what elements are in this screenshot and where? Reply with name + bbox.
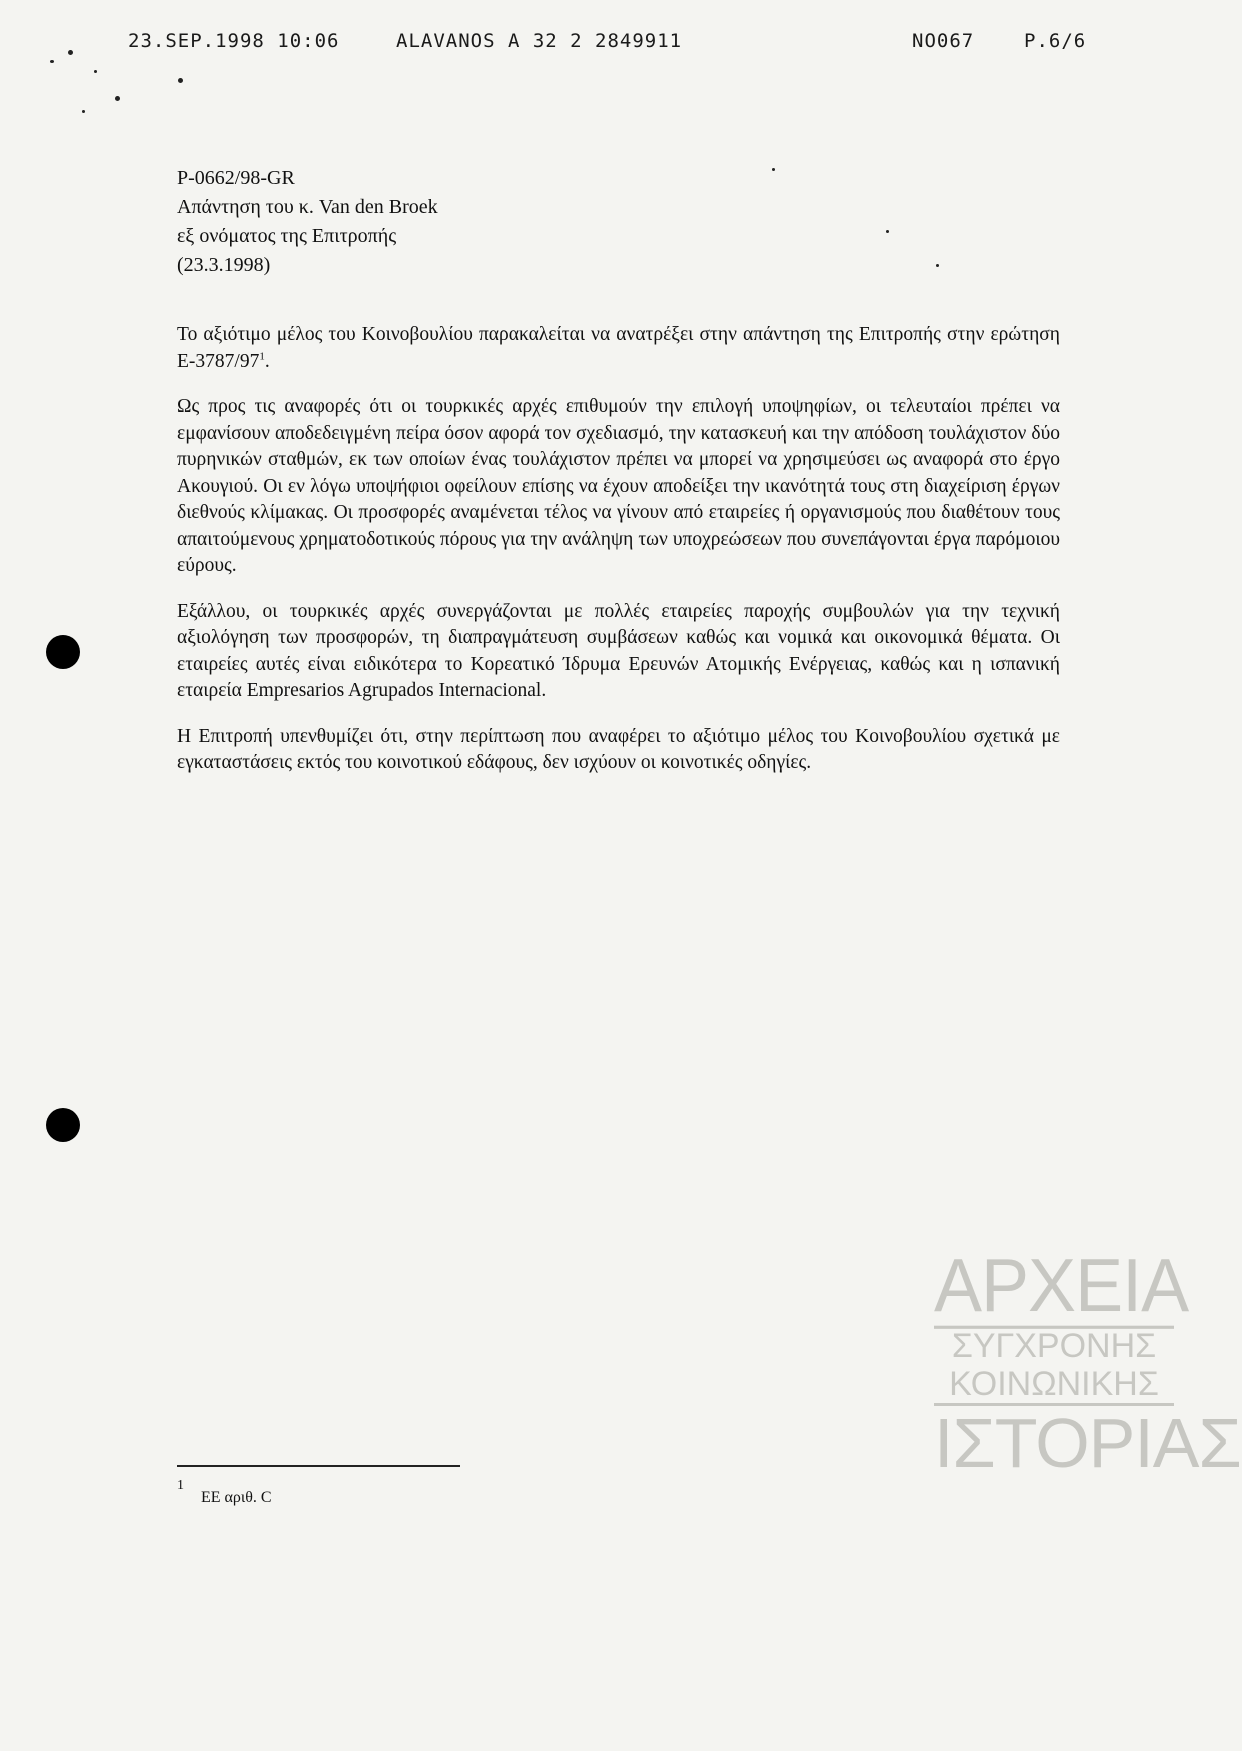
reference-block [177,164,438,280]
scan-speck [886,230,889,233]
fax-header [0,30,1242,60]
paragraph-1 [177,322,1060,375]
punch-hole-lower [46,1108,80,1142]
stamp-line-history: ΙΣΤΟΡΙΑΣ [934,1404,1241,1482]
archive-stamp-logo [934,1243,1241,1482]
footnote-reference: 1 [259,350,265,362]
footnote-text: ΕΕ αριθ. C [201,1489,272,1506]
paragraph-2: Ως προς τις αναφορές ότι οι τουρκικές αρχές επιθυμούν την επιλογή υποψηφίων, οι τελευταίοι πρέπει να εμφανίσουν αποδεδειγμένη πείρα όσον αφορά τον σχεδιασμό, την κατασκευή και την απόδοση τουλάχιστον δύο πυρηνικών σταθμών, εκ των οποίων ένας τουλάχιστον πρέπει να μπορεί να χρησιμεύσει ως αναφορά στο έργο Ακουγιού. Οι εν λόγω υποψήφιοι οφείλουν επίσης να έχουν αποδείξει την ικανότητά τους στη διαχείριση έργων διεθνούς κλίμακας. Οι προσφορές αναμένεται τέλος να γίνουν από εταιρείες ή οργανισμούς που διαθέτουν τους απαιτούμενους χρηματοδοτικούς πόρους για την ανάληψη των υποχρεώσεων που συνεπάγονται έργα παρόμοιου εύρους. [177,396,1060,576]
paragraph-4: Η Επιτροπή υπενθυμίζει ότι, στην περίπτωση που αναφέρει το αξιότιμο μέλος του Κοινοβουλίου σχετικά με εγκαταστάσεις εκτός του κοινοτικού εδάφους, δεν ισχύουν οι κοινοτικές οδηγίες. [177,725,1060,773]
scan-speck [94,70,97,73]
stamp-line-contemporary: ΣΥΓΧΡΟΝΗΣ [951,1327,1157,1365]
question-code: P-0662/98-GR [177,167,295,189]
fax-number: NO067 [912,30,975,52]
fax-date-time: 23.SEP.1998 10:06 [128,30,340,52]
scan-speck [50,60,54,63]
paragraph-1-end: . [264,350,270,372]
punch-hole-upper [46,635,80,669]
scan-speck [178,78,183,83]
paragraph-3: Εξάλλου, οι τουρκικές αρχές συνεργάζονται με πολλές εταιρείες παροχής συμβουλών για την τεχνική αξιολόγηση των προσφορών, τη διαπραγμάτευση συμβάσεων καθώς και νομικά και οικονομικά θέματα. Οι εταιρείες αυτές είναι ειδικότερα το Κορεατικό Ίδρυμα Ερευνών Ατομικής Ενέργειας, καθώς και η ισπανική εταιρεία Empresarios Agrupados Internacional. [177,600,1060,701]
scan-speck [68,50,73,55]
fax-page-count: P.6/6 [1024,30,1087,52]
scan-speck [115,96,120,101]
fax-sender: ALAVANOS A 32 2 2849911 [396,30,683,52]
scan-speck [936,264,939,267]
answer-body [177,322,1060,796]
footnote-divider [177,1465,460,1467]
on-behalf-line: εξ ονόματος της Επιτροπής [177,225,397,247]
answer-date: (23.3.1998) [177,254,271,276]
scan-speck [772,168,775,171]
scan-speck [82,110,85,113]
stamp-line-archives: ΑΡΧΕΙΑ [934,1243,1189,1328]
stamp-line-social: ΚΟΙΝΩΝΙΚΗΣ [949,1365,1159,1403]
footnote-mark: 1 [177,1478,184,1493]
paragraph-1-text: Το αξιότιμο μέλος του Κοινοβουλίου παρακαλείται να ανατρέξει στην απάντηση της Επιτροπής στην ερώτηση E-3787/97 [177,324,1060,372]
answer-author-line: Απάντηση του κ. Van den Broek [177,196,438,218]
